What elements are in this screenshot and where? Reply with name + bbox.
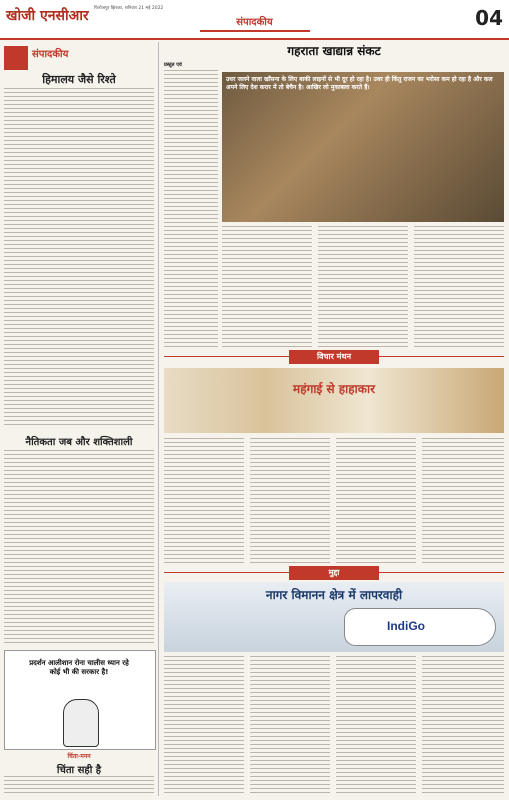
cartoon bbox=[4, 650, 156, 750]
inflation-col2 bbox=[250, 438, 330, 564]
aviation-headline: नागर विमानन क्षेत्र में लापरवाही bbox=[265, 588, 403, 602]
main-col4-body bbox=[414, 226, 504, 350]
section-banner-mudda bbox=[164, 566, 504, 580]
aviation-col1 bbox=[164, 656, 244, 796]
aviation-col4 bbox=[422, 656, 504, 796]
left-column bbox=[4, 42, 154, 796]
newspaper-logo: खोजी एनसीआर bbox=[6, 8, 89, 24]
editorial-badge-icon bbox=[4, 46, 28, 70]
left-subhead: नैतिकता जब और शक्तिशाली bbox=[25, 437, 133, 448]
editorial-tag: संपादकीय bbox=[32, 49, 69, 60]
section-title: संपादकीय bbox=[236, 17, 273, 28]
food-crisis-photo bbox=[222, 72, 504, 222]
main-headline: गहराता खाद्यान्न संकट bbox=[287, 44, 381, 58]
airplane-icon bbox=[344, 608, 496, 646]
column-divider bbox=[158, 42, 159, 796]
left-headline: हिमालय जैसे रिश्ते bbox=[42, 73, 116, 86]
main-col1-label: प्रस्तुत एवं bbox=[164, 62, 182, 68]
aviation-photo bbox=[164, 582, 504, 652]
banner-label: मुद्दा bbox=[289, 566, 379, 580]
masthead bbox=[0, 0, 509, 40]
aviation-col2 bbox=[250, 656, 330, 796]
inflation-col1 bbox=[164, 438, 244, 564]
section-banner-vichar bbox=[164, 350, 504, 364]
main-col2-body bbox=[222, 226, 312, 350]
banner-label: विचार मंथन bbox=[289, 350, 379, 364]
inflation-col3 bbox=[336, 438, 416, 564]
inflation-photo bbox=[164, 368, 504, 433]
bottom-headline: चिंता सही है bbox=[56, 765, 102, 776]
left-subarticle-body bbox=[4, 450, 154, 646]
cartoon-figure-icon bbox=[63, 699, 99, 747]
left-article-body bbox=[4, 88, 154, 428]
bottom-tag: चिंता-मनन bbox=[67, 753, 91, 760]
inflation-col4 bbox=[422, 438, 504, 564]
page-number: 04 bbox=[475, 6, 503, 30]
section-underline bbox=[200, 30, 310, 32]
bottom-article-body bbox=[4, 776, 154, 796]
issue-date: फिरोजपुर झिरका, शनिवार 21 मई 2022 bbox=[94, 6, 164, 11]
main-col1-body bbox=[164, 70, 218, 350]
inflation-headline: महंगाई से हाहाकार bbox=[293, 382, 375, 396]
cartoon-caption: प्रदर्शन आलीशान रोना चालीस ध्यान रहे कोई भी की सरकार है! bbox=[29, 659, 129, 676]
editorial-tag-box bbox=[4, 42, 154, 70]
main-col3-body bbox=[318, 226, 408, 350]
aviation-col3 bbox=[336, 656, 416, 796]
airline-logo: IndiGo bbox=[387, 619, 425, 633]
photo-overlay-text: उधर जलने वाला खाँसना के लिए बाकी लाइनों से भी दूर हो रहा है। उधर ही किंतु राजन का भरोसा कम हो रहा है और कल अपने लिए देश करार में तो बेचैन है। आखिर लो मुकाबला करते हैं। bbox=[226, 76, 493, 91]
